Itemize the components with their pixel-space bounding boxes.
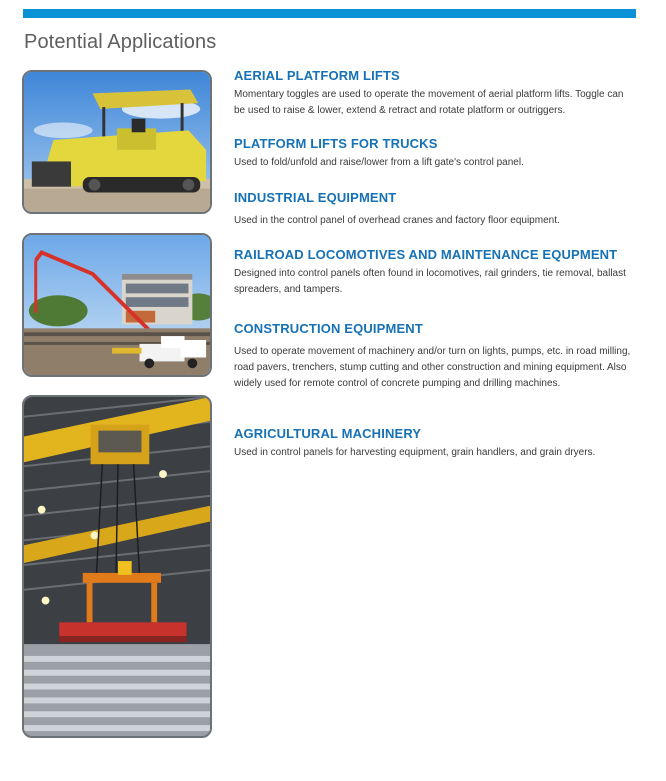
application-agricultural-machinery: [234, 426, 634, 461]
application-industrial-equipment: [234, 190, 634, 229]
application-heading: CONSTRUCTION EQUIPMENT: [234, 321, 423, 336]
application-heading: RAILROAD LOCOMOTIVES AND MAINTENANCE EQUPMENT: [234, 247, 618, 262]
application-aerial-platform-lifts: [234, 68, 634, 119]
application-description: Used to fold/unfold and raise/lower from a lift gate's control panel.: [234, 157, 524, 168]
application-platform-lifts-for-trucks: [234, 136, 634, 171]
header-accent-bar: [23, 9, 636, 18]
application-description: Designed into control panels often found in locomotives, rail grinders, tie removal, ballast spreaders, and tampers.: [234, 268, 626, 295]
application-construction-equipment: [234, 321, 634, 392]
application-description: Used to operate movement of machinery and/or turn on lights, pumps, etc. in road milling, road pavers, trenchers, stump cutting and other construction and mining equipment. Also widely used for remote control of concrete pumping and drilling machines.: [234, 346, 631, 389]
application-description: Used in the control panel of overhead cranes and factory floor equipment.: [234, 215, 560, 226]
application-heading: PLATFORM LIFTS FOR TRUCKS: [234, 136, 438, 151]
overhead-crane-photo: [22, 395, 212, 738]
application-heading: INDUSTRIAL EQUIPMENT: [234, 190, 397, 205]
application-railroad-locomotives: [234, 247, 634, 298]
page-title: Potential Applications: [24, 31, 217, 53]
asphalt-paver-photo: [22, 70, 212, 214]
application-description: Used in control panels for harvesting equipment, grain handlers, and grain dryers.: [234, 447, 596, 458]
application-heading: AERIAL PLATFORM LIFTS: [234, 68, 400, 83]
application-description: Momentary toggles are used to operate the movement of aerial platform lifts. Toggle can be used to raise & lower, extend & retract and rotate platform or outriggers.: [234, 89, 624, 116]
application-heading: AGRICULTURAL MACHINERY: [234, 426, 422, 441]
concrete-pump-photo: [22, 233, 212, 377]
